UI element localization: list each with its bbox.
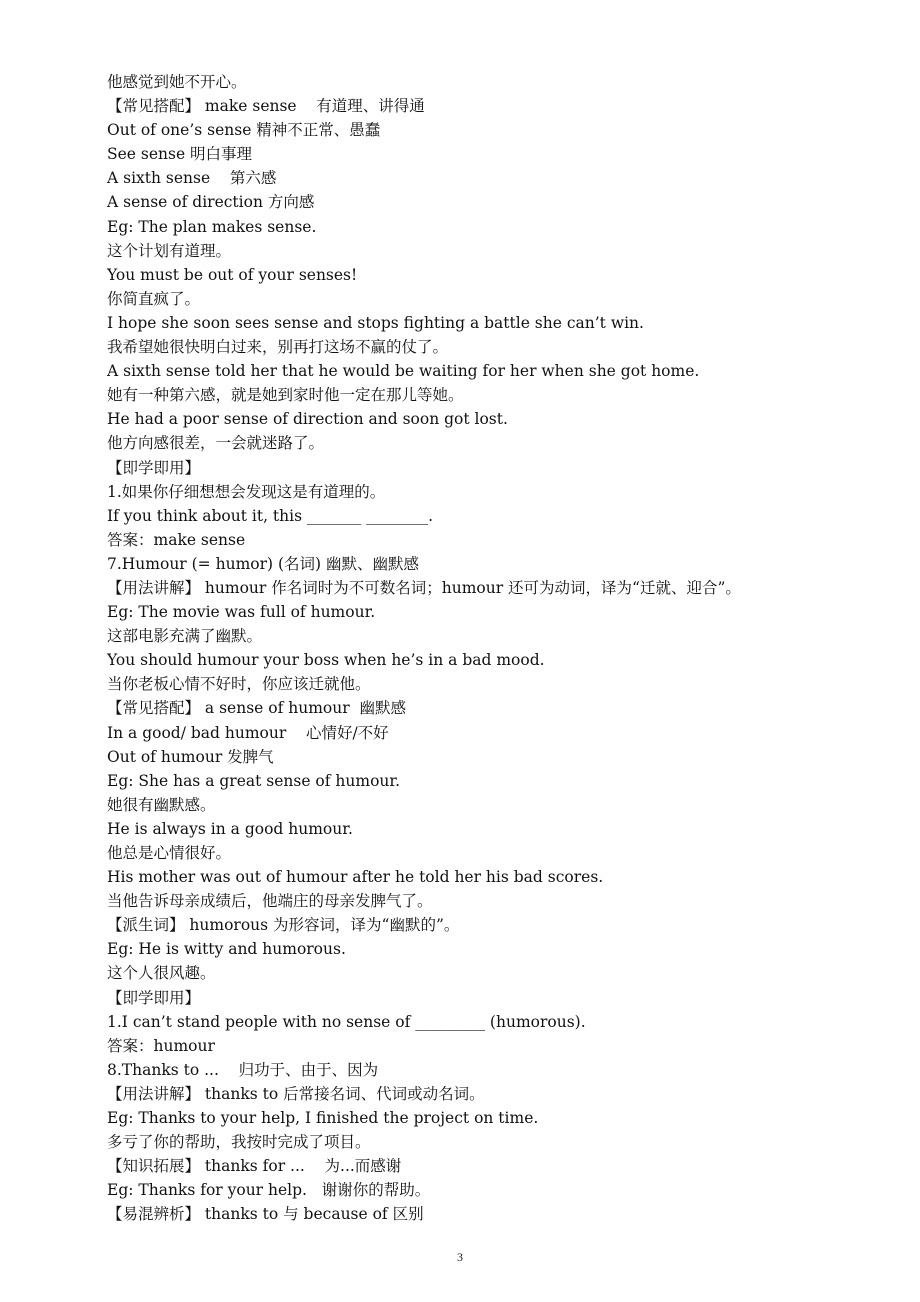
text-line: 【用法讲解】 thanks to 后常接名词、代词或动名词。 bbox=[107, 1084, 485, 1103]
text-line: Eg: The plan makes sense. bbox=[107, 217, 317, 236]
text-line: 【用法讲解】 humour 作名词时为不可数名词；humour 还可为动词，译为“迁就、迎合”。 bbox=[107, 578, 741, 597]
text-line: See sense 明白事理 bbox=[107, 145, 253, 164]
answer-line: 答案：humour bbox=[107, 1036, 215, 1055]
text-line: 1.I can’t stand people with no sense of _________ (humorous). bbox=[107, 1012, 586, 1031]
text-line: Eg: She has a great sense of humour. bbox=[107, 771, 401, 790]
text-line: 当他告诉母亲成绩后，他端庄的母亲发脾气了。 bbox=[107, 892, 433, 911]
page-number: 3 bbox=[457, 1250, 463, 1264]
text-line: You should humour your boss when he’s in a bad mood. bbox=[107, 651, 545, 670]
page-body bbox=[107, 70, 907, 1227]
text-line: 他总是心情很好。 bbox=[107, 844, 232, 862]
text-line: 她很有幽默感。 bbox=[107, 795, 216, 814]
text-line: A sixth sense 第六感 bbox=[107, 169, 277, 188]
text-line: 他感觉到她不开心。 bbox=[107, 73, 247, 91]
section-heading: 【即学即用】 bbox=[107, 988, 201, 1007]
text-line: 【易混辨析】 thanks to 与 because of 区别 bbox=[107, 1205, 424, 1224]
text-line: 当你老板心情不好时，你应该迁就他。 bbox=[107, 675, 371, 694]
text-line: 你简直疯了。 bbox=[107, 289, 201, 308]
text-line: 【常见搭配】 a sense of humour 幽默感 bbox=[107, 699, 406, 718]
text-line: He had a poor sense of direction and soon got lost. bbox=[107, 410, 508, 429]
text-line: 【知识拓展】 thanks for ... 为...而感谢 bbox=[107, 1157, 402, 1176]
text-line: 我希望她很快明白过来，别再打这场不赢的仗了。 bbox=[107, 338, 449, 357]
text-line: 这部电影充满了幽默。 bbox=[107, 627, 263, 646]
text-line: A sense of direction 方向感 bbox=[107, 193, 315, 212]
text-line: If you think about it, this _______ ________. bbox=[107, 506, 434, 525]
section-heading: 7.Humour (= humor) (名词) 幽默、幽默感 bbox=[107, 554, 419, 573]
text-line: 他方向感很差，一会就迷路了。 bbox=[107, 434, 325, 453]
text-line: A sixth sense told her that he would be waiting for her when she got home. bbox=[107, 362, 700, 381]
text-line: In a good/ bad humour 心情好/不好 bbox=[107, 723, 389, 742]
text-line: 【常见搭配】 make sense 有道理、讲得通 bbox=[107, 97, 425, 116]
text-line: 【派生词】 humorous 为形容词，译为“幽默的”。 bbox=[107, 916, 460, 935]
text-line: Eg: The movie was full of humour. bbox=[107, 603, 376, 622]
text-line: 多亏了你的帮助，我按时完成了项目。 bbox=[107, 1133, 371, 1152]
text-line: 1.如果你仔细想想会发现这是有道理的。 bbox=[107, 482, 386, 501]
text-line: He is always in a good humour. bbox=[107, 819, 353, 838]
answer-line: 答案：make sense bbox=[107, 530, 246, 549]
text-line: You must be out of your senses! bbox=[107, 265, 358, 284]
text-line: 这个计划有道理。 bbox=[107, 241, 232, 260]
section-heading: 8.Thanks to ... 归功于、由于、因为 bbox=[107, 1060, 379, 1079]
text-line: Eg: Thanks for your help. 谢谢你的帮助。 bbox=[107, 1181, 431, 1200]
text-line: Out of one’s sense 精神不正常、愚蠢 bbox=[107, 121, 381, 140]
text-line: His mother was out of humour after he told her his bad scores. bbox=[107, 868, 604, 887]
text-line: 她有一种第六感，就是她到家时他一定在那儿等她。 bbox=[107, 386, 464, 405]
text-line: Eg: He is witty and humorous. bbox=[107, 940, 346, 959]
text-line: 这个人很风趣。 bbox=[107, 964, 216, 983]
text-line: Eg: Thanks to your help, I finished the project on time. bbox=[107, 1109, 539, 1128]
text-line: I hope she soon sees sense and stops fighting a battle she can’t win. bbox=[107, 313, 644, 332]
text-line: Out of humour 发脾气 bbox=[107, 747, 274, 766]
section-heading: 【即学即用】 bbox=[107, 458, 201, 477]
